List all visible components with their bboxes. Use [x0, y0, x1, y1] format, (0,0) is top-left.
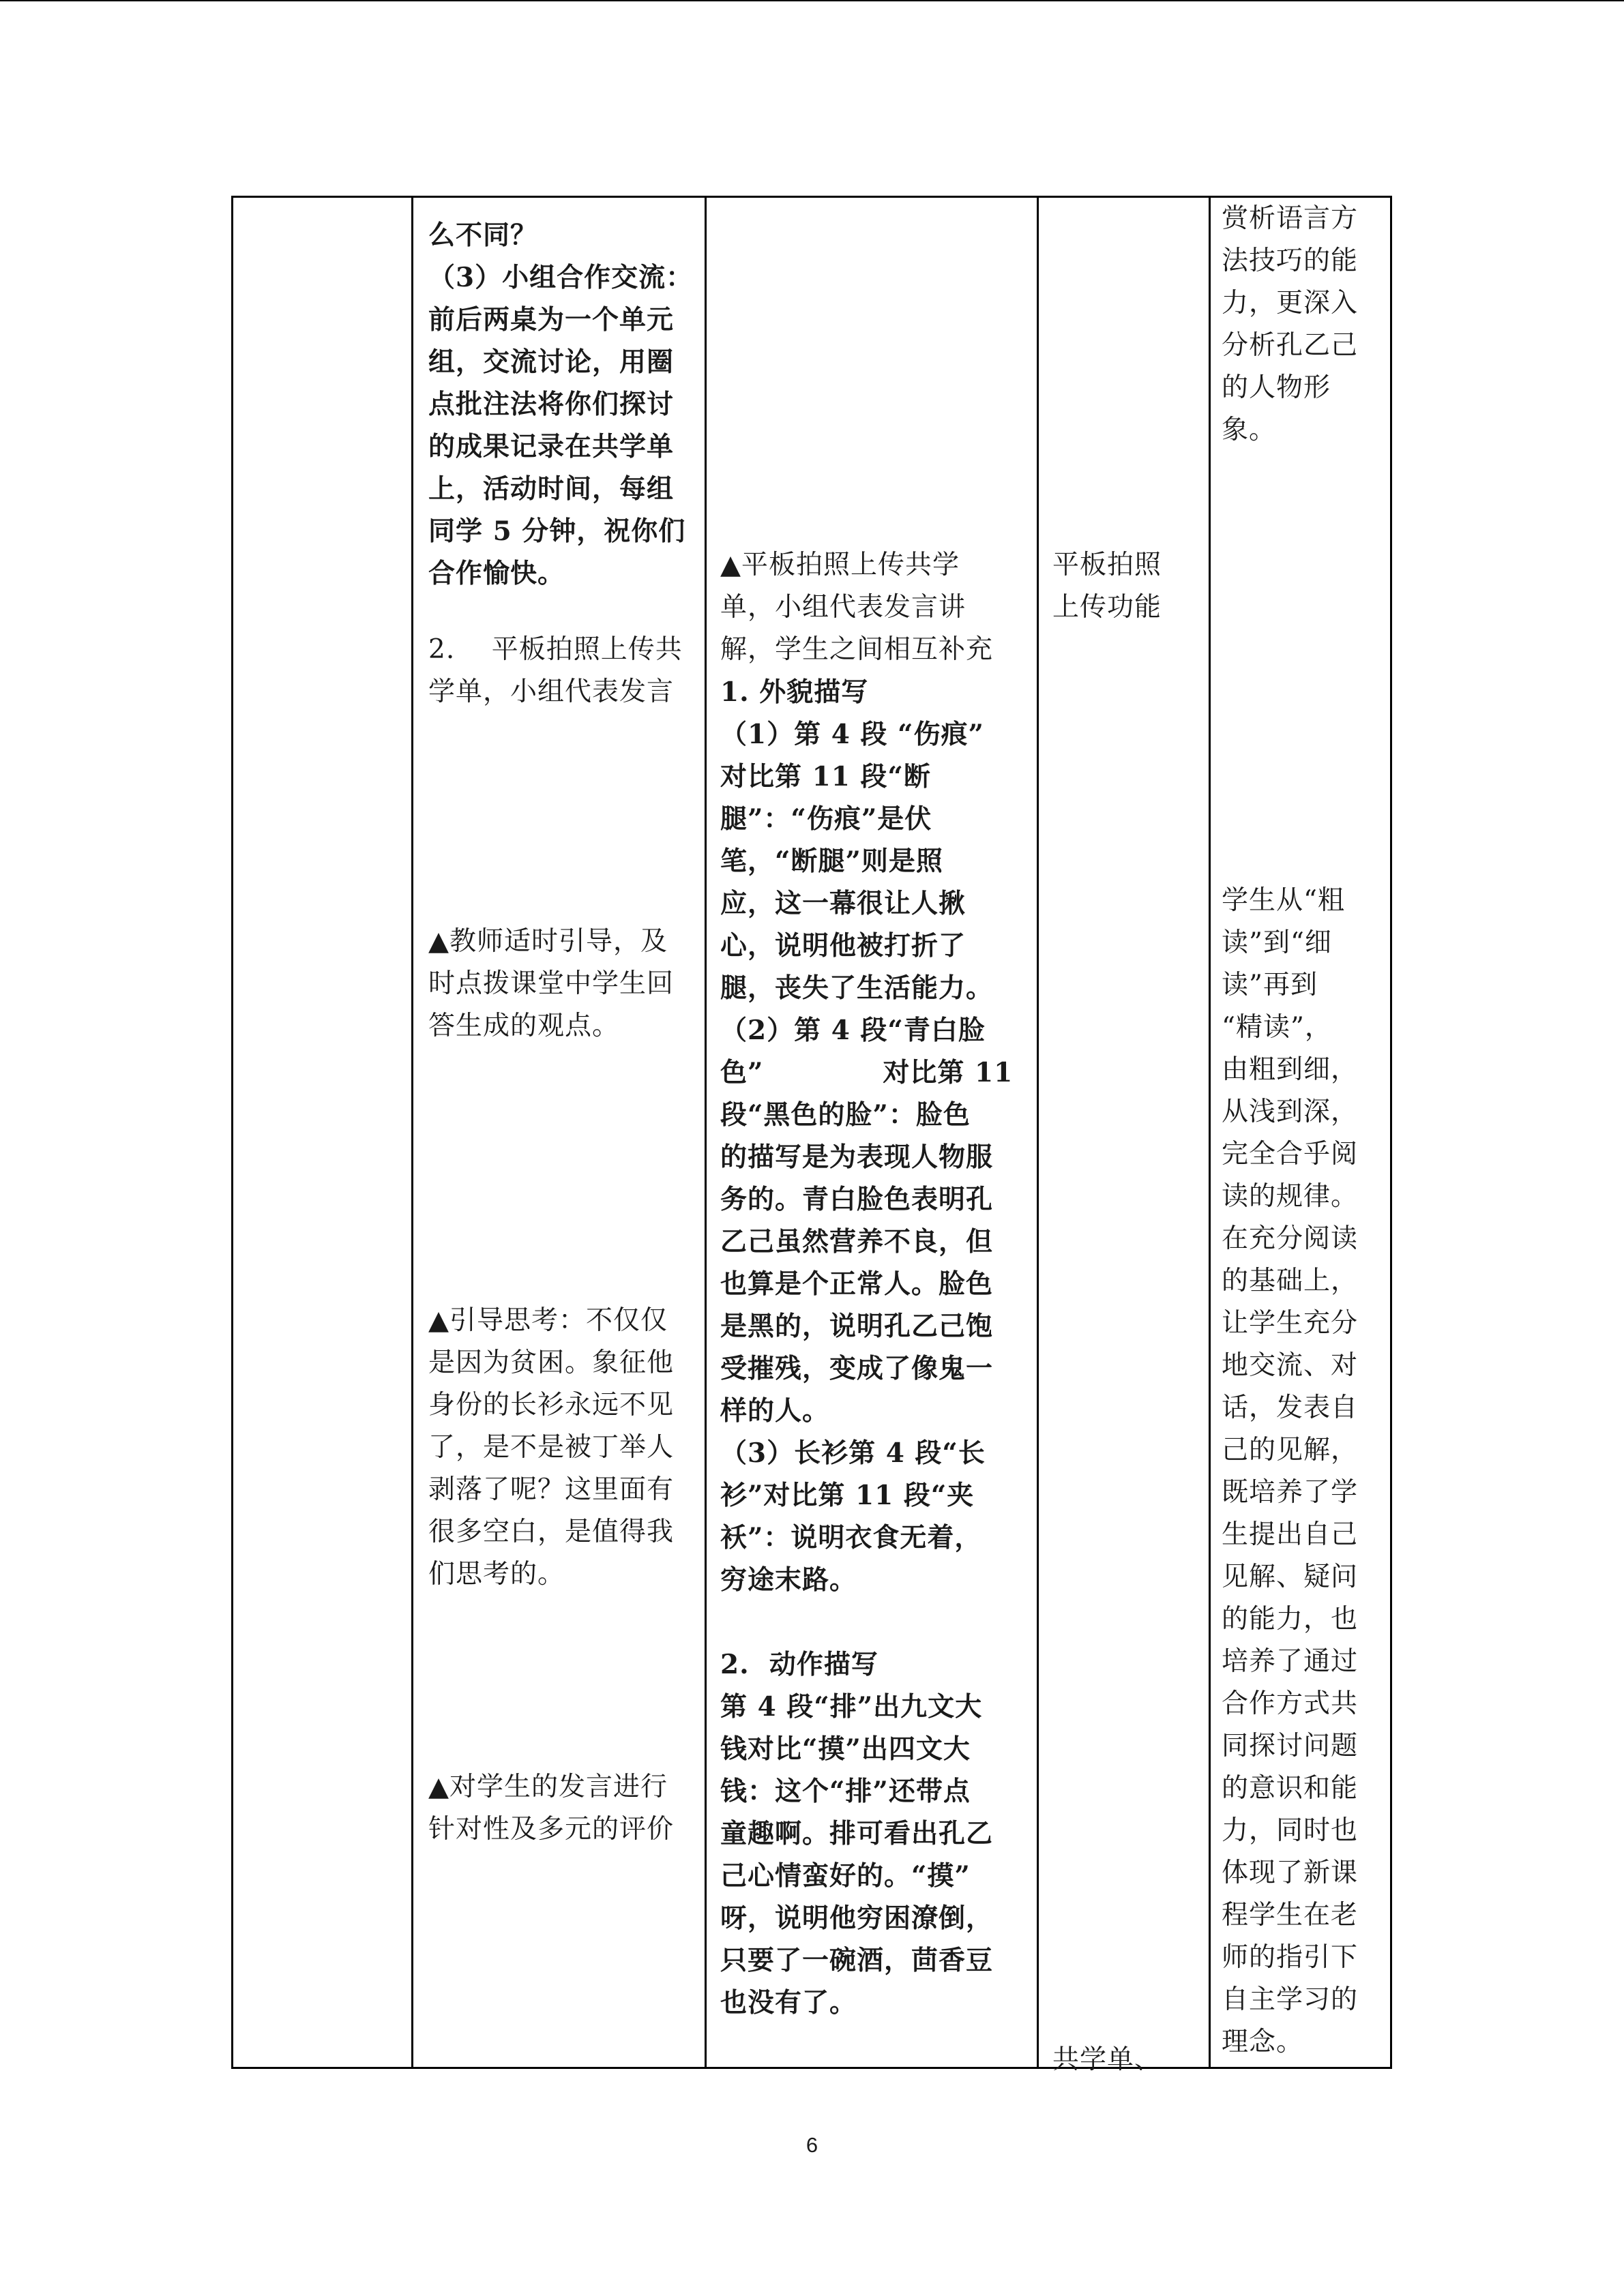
appearance-analysis-line: 是黑的，说明孔乙己饱: [720, 1311, 994, 1342]
group-discussion-line: 么不同？: [428, 220, 538, 251]
upload-step-line: 学单，小组代表发言: [428, 676, 675, 707]
design-rationale-line: 学生从“粗: [1222, 885, 1345, 916]
appearance-analysis-line: 色” 对比第 11: [720, 1057, 1014, 1088]
column-5-design-intent: [1211, 198, 1394, 2067]
group-discussion-line: 同学 5 分钟，祝你们: [428, 516, 686, 547]
design-rationale-line: 地交流、对: [1222, 1350, 1359, 1381]
guided-thinking-line: 是因为贫困。象征他: [428, 1347, 675, 1378]
guided-thinking-line: 很多空白，是值得我: [428, 1517, 675, 1547]
design-rationale-line: 让学生充分: [1222, 1308, 1359, 1339]
design-rationale-line: 程学生在老: [1222, 1900, 1359, 1930]
design-rationale-line: 读”再到: [1222, 970, 1318, 1000]
design-rationale-line: 自主学习的: [1222, 1984, 1359, 2015]
action-analysis-line: 2. 动作描写: [720, 1649, 879, 1680]
appearance-analysis-line: 对比第 11 段“断: [720, 761, 931, 792]
upload-share-line: ▲平板拍照上传共学: [720, 550, 960, 580]
action-analysis-line: 第 4 段“排”出九文大: [720, 1691, 983, 1723]
design-rationale-line: 同探讨问题: [1222, 1731, 1359, 1761]
appearance-analysis-line: 受摧残，变成了像鬼一: [720, 1353, 994, 1384]
design-rationale-line: 师的指引下: [1222, 1942, 1359, 1973]
action-analysis-line: 只要了一碗酒，茴香豆: [720, 1945, 994, 1976]
design-rationale-line: 读的规律。: [1222, 1181, 1359, 1212]
column-3-student-activity: [707, 198, 1039, 2067]
lesson-plan-table: [231, 196, 1392, 2075]
design-rationale-line: 生提出自己: [1222, 1519, 1359, 1550]
guided-thinking-line: 了，是不是被丁举人: [428, 1432, 675, 1463]
design-rationale-line: 见解、疑问: [1222, 1562, 1359, 1592]
column-1: [233, 198, 413, 2067]
design-rationale-line: 理念。: [1222, 2027, 1304, 2057]
design-rationale-line: 从浅到深，: [1222, 1097, 1359, 1127]
appearance-analysis-line: （3）长衫第 4 段“长: [720, 1437, 986, 1469]
design-rationale-line: 完全合乎阅: [1222, 1139, 1359, 1169]
appearance-analysis-line: 乙己虽然营养不良，但: [720, 1226, 994, 1257]
upload-share-line: 单，小组代表发言讲: [720, 592, 966, 623]
group-discussion-line: 点批注法将你们探讨: [428, 389, 675, 420]
group-discussion-line: 合作愉快。: [428, 558, 565, 589]
design-rationale-line: 的意识和能: [1222, 1773, 1359, 1804]
guided-thinking-line: 身份的长衫永远不见: [428, 1390, 675, 1420]
group-discussion-line: 上，活动时间，每组: [428, 473, 675, 505]
appearance-analysis-line: 应，这一幕很让人揪: [720, 888, 966, 919]
action-analysis-line: 童趣啊。排可看出孔乙: [720, 1818, 994, 1849]
group-discussion-line: 组，交流讨论，用圈: [428, 346, 675, 378]
design-rationale-line: “精读”，: [1222, 1012, 1332, 1043]
appearance-analysis-line: 段“黑色的脸”：脸色: [720, 1099, 971, 1131]
media-tool-line: 上传功能: [1052, 592, 1162, 623]
teacher-guide-line: ▲教师适时引导，及: [428, 926, 668, 957]
group-discussion-line: （3）小组合作交流：: [428, 262, 694, 293]
evaluation-line: 针对性及多元的评价: [428, 1814, 675, 1845]
guided-thinking-line: 剥落了呢？这里面有: [428, 1474, 675, 1505]
media-bottom-line: 共学单、: [1052, 2044, 1162, 2075]
design-rationale-line: 力，同时也: [1222, 1815, 1359, 1846]
evaluation-line: ▲对学生的发言进行: [428, 1772, 668, 1802]
action-analysis-line: 呀，说明他穷困潦倒，: [720, 1903, 994, 1934]
design-intent-line: 赏析语言方: [1222, 203, 1359, 234]
appearance-analysis-line: 衫”对比第 11 段“夹: [720, 1480, 975, 1511]
appearance-analysis-line: 袄”：说明衣食无着，: [720, 1522, 982, 1553]
top-rule: [0, 0, 1624, 1]
media-tool-line: 平板拍照: [1052, 550, 1162, 580]
action-analysis-line: 己心情蛮好的。“摸”: [720, 1860, 971, 1892]
appearance-analysis-line: 笔，“断腿”则是照: [720, 846, 943, 877]
design-rationale-line: 体现了新课: [1222, 1858, 1359, 1888]
page-number: 6: [806, 2133, 818, 2157]
appearance-analysis-line: 心，说明他被打折了: [720, 930, 966, 961]
appearance-analysis-line: （1）第 4 段 “伤痕”: [720, 719, 984, 750]
appearance-analysis-line: 也算是个正常人。脸色: [720, 1268, 994, 1300]
design-intent-line: 分析孔乙己: [1222, 330, 1359, 361]
design-intent-line: 力，更深入: [1222, 288, 1359, 318]
column-2-teacher-activity: [413, 198, 707, 2067]
design-rationale-line: 的能力，也: [1222, 1604, 1359, 1635]
design-rationale-line: 的基础上，: [1222, 1266, 1359, 1296]
design-rationale-line: 在充分阅读: [1222, 1223, 1359, 1254]
appearance-analysis-line: 穷途末路。: [720, 1564, 857, 1596]
action-analysis-line: 钱：这个“排”还带点: [720, 1776, 971, 1807]
design-rationale-line: 合作方式共: [1222, 1688, 1359, 1719]
design-rationale-line: 话，发表自: [1222, 1392, 1359, 1423]
appearance-analysis-line: 的描写是为表现人物服: [720, 1142, 994, 1173]
appearance-analysis-line: 腿”：“伤痕”是伏: [720, 803, 932, 835]
appearance-analysis-line: 腿，丧失了生活能力。: [720, 972, 994, 1004]
appearance-analysis-line: 样的人。: [720, 1395, 830, 1427]
appearance-analysis-line: （2）第 4 段“青白脸: [720, 1015, 986, 1046]
group-discussion-line: 的成果记录在共学单: [428, 431, 675, 462]
design-intent-line: 法技巧的能: [1222, 245, 1359, 276]
column-4-media: [1039, 198, 1211, 2075]
design-rationale-line: 读”到“细: [1222, 927, 1332, 958]
guided-thinking-line: ▲引导思考：不仅仅: [428, 1305, 668, 1336]
design-rationale-line: 由粗到细，: [1222, 1054, 1359, 1085]
design-rationale-line: 己的见解，: [1222, 1435, 1359, 1465]
action-analysis-line: 钱对比“摸”出四文大: [720, 1733, 971, 1765]
design-rationale-line: 培养了通过: [1222, 1646, 1359, 1677]
group-discussion-line: 前后两桌为一个单元: [428, 304, 675, 336]
teacher-guide-line: 时点拨课堂中学生回: [428, 968, 675, 999]
design-rationale-line: 既培养了学: [1222, 1477, 1359, 1508]
teacher-guide-line: 答生成的观点。: [428, 1011, 620, 1041]
upload-share-line: 解，学生之间相互补充: [720, 634, 994, 665]
guided-thinking-line: 们思考的。: [428, 1559, 565, 1590]
appearance-analysis-line: 1. 外貌描写: [720, 676, 869, 708]
upload-step-line: 2. 平板拍照上传共: [428, 634, 683, 665]
appearance-analysis-line: 务的。青白脸色表明孔: [720, 1184, 994, 1215]
design-intent-line: 象。: [1222, 415, 1277, 445]
action-analysis-line: 也没有了。: [720, 1987, 857, 2018]
design-intent-line: 的人物形: [1222, 372, 1331, 403]
